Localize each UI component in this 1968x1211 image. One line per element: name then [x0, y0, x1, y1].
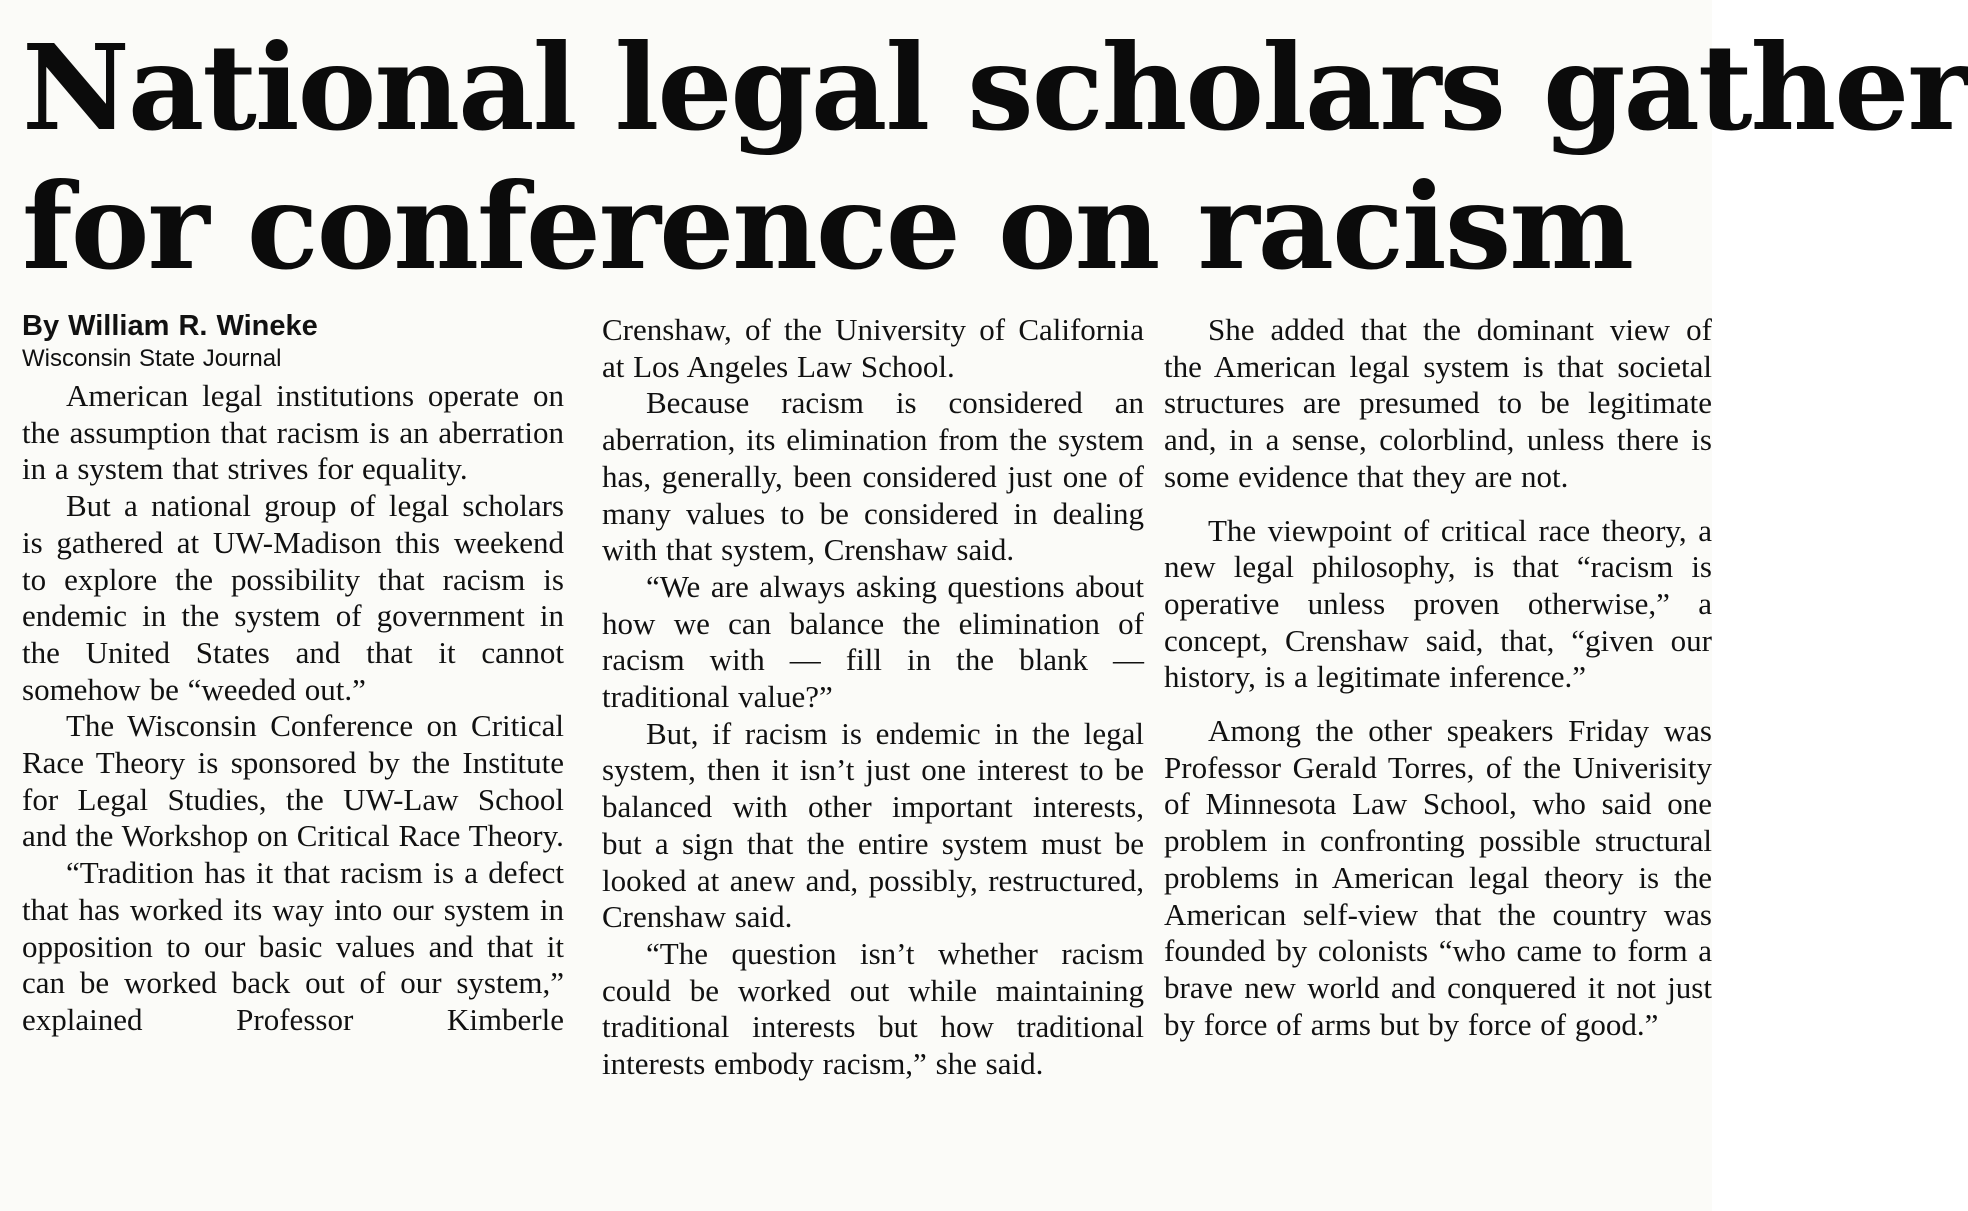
article-column-3 [1164, 312, 1712, 1043]
paragraph-continued: Crenshaw, of the University of California at Los Angeles Law School. [602, 312, 1144, 384]
byline-publication: Wisconsin State Journal [22, 345, 282, 372]
headline [22, 18, 1968, 296]
paragraph: “The question isn’t whether racism could be worked out while maintaining traditional interests but how traditional interests embody racism,” she said. [602, 935, 1144, 1082]
paragraph: “Tradition has it that racism is a defect that has worked its way into our system in opposition to our basic values and that it can be worked back out of our system,” explained Professor Kimberle [22, 855, 564, 1037]
paragraph: American legal institutions operate on the assumption that racism is an aberration in a system that strives for equality. [22, 378, 564, 487]
paragraph: The Wisconsin Conference on Critical Race Theory is sponsored by the Institute for Legal Studies, the UW-Law School and the Workshop on Critical Race Theory. [22, 708, 564, 854]
paragraph: Among the other speakers Friday was Professor Gerald Torres, of the Univerisity of Minnesota Law School, who said one problem in confronting possible structural problems in American legal theory is the American self-view that the country was founded by colonists “who came to form a brave new world and conquered it not just by force of arms but by force of good.” [1164, 713, 1712, 1042]
paragraph: She added that the dominant view of the American legal system is that societal structures are presumed to be legitimate and, in a sense, colorblind, unless there is some evidence that they are not. [1164, 312, 1712, 494]
paragraph: The viewpoint of critical race theory, a new legal philosophy, is that “racism is operative unless proven otherwise,” a concept, Crenshaw said, that, “given our history, is a legitimate inference.” [1164, 512, 1712, 695]
paragraph: But a national group of legal scholars is gathered at UW-Madison this weekend to explore the possibility that racism is endemic in the system of government in the United States and that it cannot somehow be “weeded out.” [22, 488, 564, 707]
paragraph: But, if racism is endemic in the legal system, then it isn’t just one interest to be balanced with other important interests, but a sign that the entire system must be looked at anew and, possibly, restructured, Crenshaw said. [602, 715, 1144, 935]
byline-author: By William R. Wineke [22, 310, 318, 342]
article-column-2 [602, 312, 1144, 1083]
paragraph: “We are always asking questions about how we can balance the elimination of racism with — fill in the blank — traditional value?” [602, 568, 1144, 715]
article-column-1 [22, 308, 564, 1039]
headline-line-1: National legal scholars gather [22, 18, 1968, 157]
headline-line-2: for conference on racism [22, 157, 1633, 296]
paragraph: Because racism is considered an aberration, its elimination from the system has, generally, been considered just one of many values to be considered in dealing with that system, Crenshaw said. [602, 385, 1144, 568]
article-body [22, 308, 1712, 1198]
